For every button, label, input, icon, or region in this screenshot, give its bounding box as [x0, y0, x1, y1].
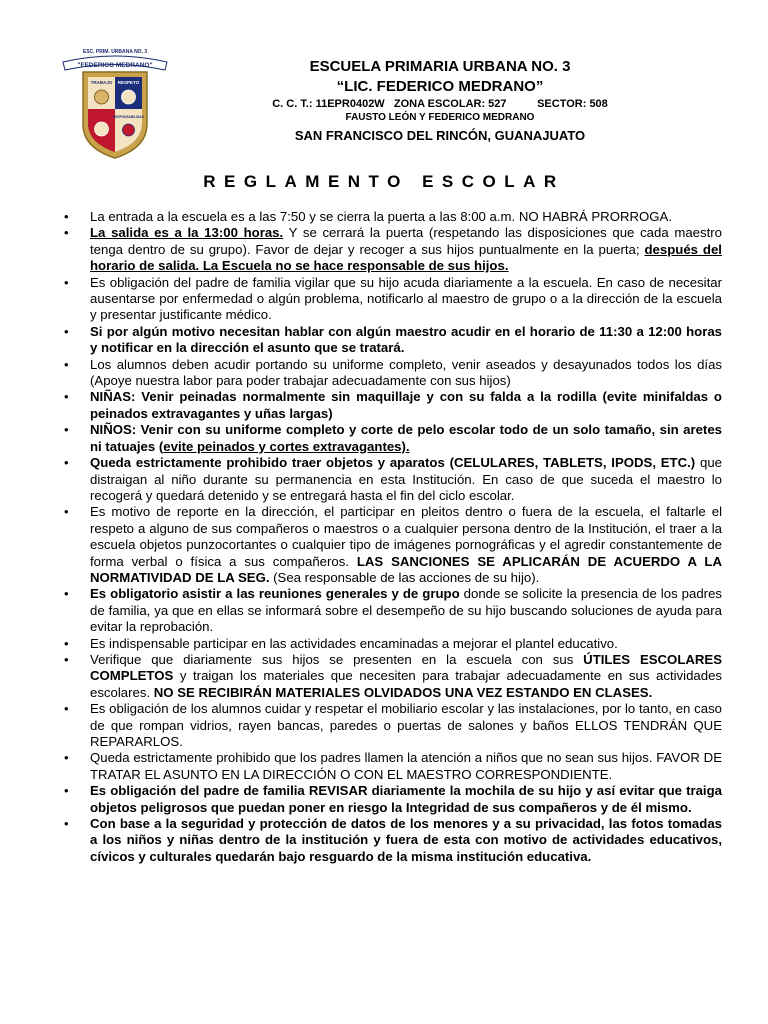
list-item: • Es indispensable participar en las actividades encaminadas a mejorar el plantel educativo. — [62, 636, 722, 652]
list-item: • Verifique que diariamente sus hijos se presenten en la escuela con sus ÚTILES ESCOLARES COMPLETOS y traigan los materiales que necesiten para trabajar adecuadamente en sus actividades escolares. NO SE RECIBIRÁN MATERIALES OLVIDADOS UNA VEZ ESTANDO EN CLASES. — [62, 652, 722, 701]
list-item: • NIÑOS: Venir con su uniforme completo y corte de pelo escolar todo de un solo tamaño, sin aretes ni tatuajes (evite peinados y cortes extravagantes). — [62, 422, 722, 455]
list-item: • Es obligatorio asistir a las reuniones generales y de grupo donde se solicite la presencia de los padres de familia, ya que en ellas se informará sobre el desempeño de su hijo buscando soluciones de ayuda para evitar la reprobación. — [62, 586, 722, 635]
list-item: • Es motivo de reporte en la dirección, el participar en pleitos dentro o fuera de la escuela, el faltarle el respeto a alguno de sus compañeros o maestros o a cualquier persona dentro de la Institución, el traer a la escuela objetos punzocortantes o cualquier tipo de imágenes pornográficas y el agredir constantemente de forma verbal o física a sus compañeros. LAS SANCIONES SE APLICARÁN DE ACUERDO A LA NORMATIVIDAD DE LA SEG. (Sea responsable de las acciones de su hijo). — [62, 504, 722, 586]
list-item: • Queda estrictamente prohibido que los padres llamen la atención a niños que no sean sus hijos. FAVOR DE TRATAR EL ASUNTO EN LA DIRECCIÓN O CON EL MAESTRO CORRESPONDIENTE. — [62, 750, 722, 783]
school-address: FAUSTO LEÓN Y FEDERICO MEDRANO — [345, 112, 535, 123]
list-item: • NIÑAS: Venir peinadas normalmente sin maquillaje y con su falda a la rodilla (evite minifaldas o peinados extravagantes y uñas largas) — [62, 389, 722, 422]
school-crest-logo — [55, 44, 175, 162]
school-city: SAN FRANCISCO DEL RINCÓN, GUANAJUATO — [294, 128, 586, 143]
svg-text:ESC. PRIM. URBANA NO. 3: ESC. PRIM. URBANA NO. 3 — [82, 49, 148, 55]
list-item: • Es obligación del padre de familia REVISAR diariamente la mochila de su hijo y así evitar que traiga objetos peligrosos que puedan poner en riesgo la Integridad de sus compañeros y de él mismo. — [62, 783, 722, 816]
list-item: • Es obligación de los alumnos cuidar y respetar el mobiliario escolar y las instalaciones, por lo tanto, en caso de que rompan vidrios, rayen bancas, paredes o puertas de salones y baños ELLOS TENDRÁN QUE REPARARLOS. — [62, 701, 722, 750]
school-honoree: “LIC. FEDERICO MEDRANO” — [336, 78, 544, 95]
svg-text:RESPONSABILIDAD: RESPONSABILIDAD — [113, 115, 144, 119]
list-item: • Es obligación del padre de familia vigilar que su hijo acuda diariamente a la escuela. En caso de necesitar ausentarse por enfermedad o algún problema, notificarlo al maestro de grupo o a la dirección de la escuela y presentar justificante médico. — [62, 275, 722, 324]
school-name: ESCUELA PRIMARIA URBANA NO. 3 — [309, 58, 571, 75]
letterhead — [0, 0, 768, 170]
list-item: • Con base a la seguridad y protección de datos de los menores y a su privacidad, las fotos tomadas a los niños y niñas dentro de la institución y fuera de esta con motivo de actividades educativos, cívicos y culturales quedarán bajo resguardo de la misma institución educativa. — [62, 816, 722, 865]
svg-text:RESPETO: RESPETO — [117, 80, 140, 85]
list-item: • La entrada a la escuela es a las 7:50 y se cierra la puerta a las 8:00 a.m. NO HABRÁ PRORROGA. — [62, 209, 722, 225]
svg-text:TRABAJO: TRABAJO — [90, 80, 113, 85]
document-title: REGLAMENTO ESCOLAR — [203, 172, 565, 191]
list-item: • Si por algún motivo necesitan hablar con algún maestro acudir en el horario de 11:30 a 12:00 horas y notificar en la dirección el asunto que se tratará. — [62, 324, 722, 357]
rules-list — [62, 209, 722, 865]
school-codes: C. C. T.: 11EPR0402W ZONA ESCOLAR: 527 SECTOR: 508 — [272, 98, 608, 110]
svg-text:"FEDERICO MEDRANO": "FEDERICO MEDRANO" — [77, 62, 153, 69]
list-item: • Los alumnos deben acudir portando su uniforme completo, venir aseados y desayunados todos los días (Apoye nuestra labor para poder trabajar adecuadamente con sus hijos) — [62, 357, 722, 390]
list-item: • Queda estrictamente prohibido traer objetos y aparatos (CELULARES, TABLETS, IPODS, ETC.) que distraigan al niño durante su permanencia en esta Institución. En caso de que suceda el maestro lo recogerá y quedará detenido y se entregará hasta el fin del ciclo escolar. — [62, 455, 722, 504]
list-item: • La salida es a la 13:00 horas. Y se cerrará la puerta (respetando las disposiciones que cada maestro tenga dentro de su grupo). Favor de dejar y recoger a sus hijos puntualmente en la puerta; después del horario de salida. La Escuela no se hace responsable de sus hijos. — [62, 225, 722, 274]
